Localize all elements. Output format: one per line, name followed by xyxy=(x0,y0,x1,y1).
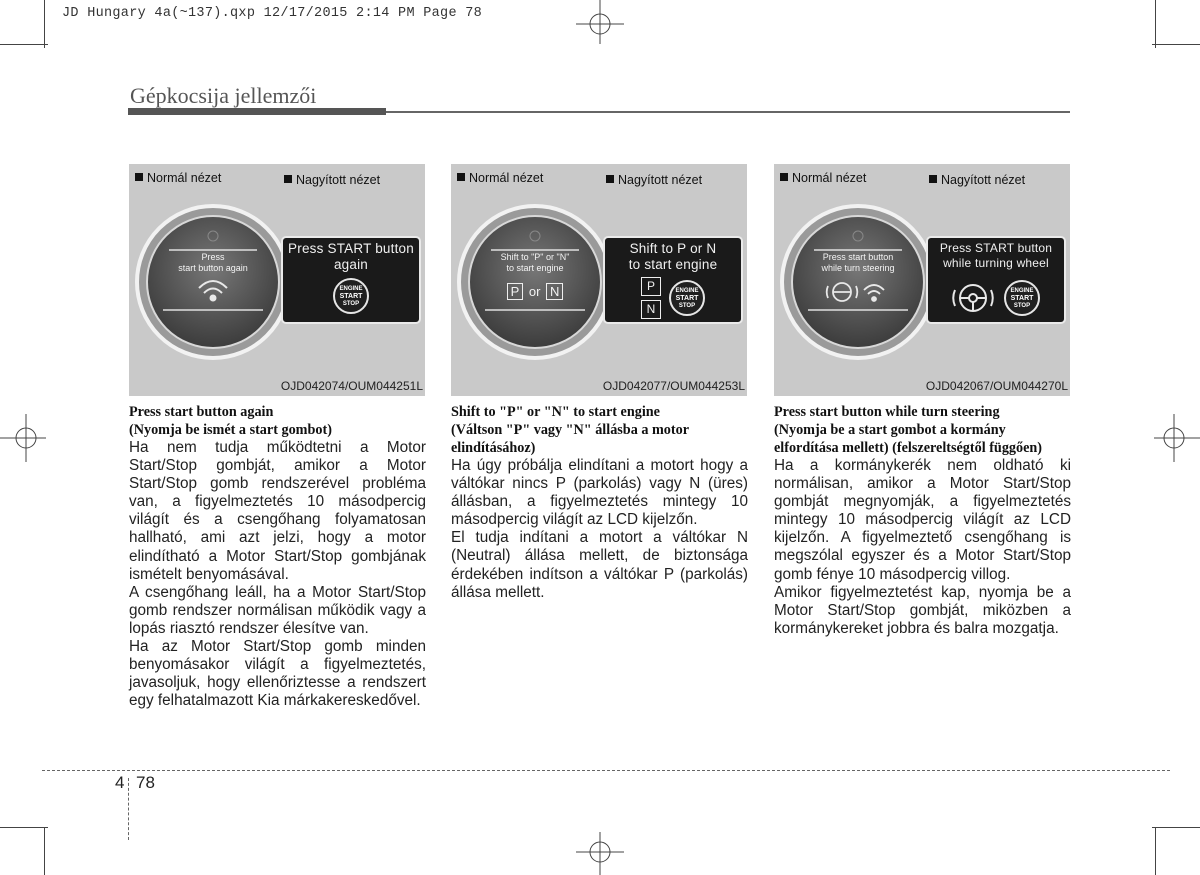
crop-mark xyxy=(1155,0,1156,48)
body-text xyxy=(451,457,748,602)
body-text xyxy=(129,439,426,710)
start-stop-button-icon xyxy=(669,280,705,316)
gauge-message: Press start button while turn steering xyxy=(821,252,895,273)
button-text-start: START xyxy=(1010,295,1034,302)
button-text-start: START xyxy=(675,295,699,302)
crop-mark xyxy=(44,827,45,875)
print-slug: JD Hungary 4a(~137).qxp 12/17/2015 2:14 PM Page 78 xyxy=(62,6,483,21)
figure-code: OJD042077/OUM044253L xyxy=(602,379,745,393)
gear-n-icon: N xyxy=(546,283,563,300)
gear-or-text: or xyxy=(528,284,541,299)
gauge-message: Press start button again xyxy=(178,252,248,273)
figure-2 xyxy=(451,164,747,396)
heading-english: Press start button again xyxy=(129,404,274,420)
button-text-engine: ENGINE xyxy=(675,288,699,294)
gear-n-icon: N xyxy=(641,300,661,319)
square-bullet-icon xyxy=(284,175,292,183)
subsection-heading xyxy=(774,403,1071,457)
header-rule-dark xyxy=(128,108,386,115)
gauge-message: Shift to "P" or "N" to start engine xyxy=(500,252,570,273)
lcd-zoom-display xyxy=(603,236,743,324)
figure-code: OJD042074/OUM044251L xyxy=(280,379,423,393)
paragraph: Ha nem tudja működtetni a Motor Start/Stop gombját, amikor a Motor Start/Stop gomb rendszerével probléma van, a figyelmeztetés 10 másodpercig világít és a csengőhang folyamatosan hallható, ami azt jelzi, hogy a motor elindítható a Motor Start/Stop gombjának ismételt benyomásával. xyxy=(129,439,426,583)
subsection-heading xyxy=(129,403,426,439)
footer-rule xyxy=(42,770,1170,771)
lcd-zoom-display xyxy=(926,236,1066,324)
text-column-2 xyxy=(451,403,748,602)
start-stop-button-icon xyxy=(333,278,369,314)
gauge-cluster-icon xyxy=(778,202,938,362)
gauge-gear-indicator xyxy=(497,283,573,300)
button-text-engine: ENGINE xyxy=(339,286,363,292)
button-text-start: START xyxy=(339,293,363,300)
start-stop-button-icon xyxy=(1004,280,1040,316)
figure-1 xyxy=(129,164,425,396)
heading-english: Press start button while turn steering xyxy=(774,404,1000,420)
button-text-engine: ENGINE xyxy=(1010,288,1034,294)
square-bullet-icon xyxy=(606,175,614,183)
registration-mark xyxy=(0,410,46,466)
figure-code: OJD042067/OUM044270L xyxy=(925,379,1068,393)
crop-mark xyxy=(0,44,48,45)
subsection-heading xyxy=(451,403,748,457)
header-rule xyxy=(386,111,1070,113)
registration-mark xyxy=(572,0,628,44)
registration-mark xyxy=(1154,410,1200,466)
lcd-zoom-display xyxy=(281,236,421,324)
steering-wheel-icon xyxy=(950,276,996,320)
heading-english: Shift to "P" or "N" to start engine xyxy=(451,404,660,420)
crop-mark xyxy=(1152,44,1200,45)
paragraph: Ha a kormánykerék nem oldható ki normálisan, amikor a Motor Start/Stop gombját megnyomják, a figyelmeztetés mintegy 10 másodpercig világít az LCD kijelzőn. A figyelmeztető csengőhang is megszólal egyszer és a Motor Start/Stop gomb fénye 10 másodpercig villog. xyxy=(774,457,1071,583)
gauge-cluster-icon xyxy=(133,202,293,362)
gear-p-icon: P xyxy=(641,277,661,296)
zoom-view-label: Nagyított nézet xyxy=(929,173,1025,187)
heading-hungarian: (Váltson "P" vagy "N" állásba a motor elindításához) xyxy=(451,422,689,456)
paragraph: A csengőhang leáll, ha a Motor Start/Stop gomb rendszer normálisan működik vagy a lopás riasztó rendszer élesítve van. xyxy=(129,583,426,637)
normal-view-label: Normál nézet xyxy=(135,171,221,185)
button-text-stop: STOP xyxy=(342,301,360,307)
square-bullet-icon xyxy=(780,173,788,181)
zoom-view-label: Nagyított nézet xyxy=(284,173,380,187)
paragraph: Amikor figyelmeztetést kap, nyomja be a Motor Start/Stop gombját, miközben a kormánykereket jobbra és balra mozgatja. xyxy=(774,583,1071,637)
page-number: 78 xyxy=(136,773,155,792)
paragraph: El tudja indítani a motort a váltókar N (Neutral) állása mellett, de biztonsága érdekében indítson a váltókar P (parkolás) állása mellett. xyxy=(451,529,748,601)
crop-mark xyxy=(0,827,48,828)
paragraph: Ha úgy próbálja elindítani a motort hogy a váltókar nincs P (parkolás) vagy N (üres) állásban, a figyelmeztetés mintegy 10 másodpercig világít az LCD kijelzőn. xyxy=(451,457,748,529)
button-text-stop: STOP xyxy=(678,303,696,309)
square-bullet-icon xyxy=(457,173,465,181)
crop-mark xyxy=(1155,827,1156,875)
heading-hungarian: (Nyomja be a start gombot a kormány elfordítása mellett) (felszereltségtől függően) xyxy=(774,422,1043,456)
gear-p-icon: P xyxy=(507,283,524,300)
crop-mark xyxy=(44,0,45,48)
square-bullet-icon xyxy=(929,175,937,183)
figure-3 xyxy=(774,164,1070,396)
section-title: Gépkocsija jellemzői xyxy=(130,83,317,108)
normal-view-label: Normál nézet xyxy=(780,171,866,185)
text-column-1 xyxy=(129,403,426,710)
text-column-3 xyxy=(774,403,1071,638)
lcd-message: Press START button while turning wheel xyxy=(939,241,1053,270)
heading-hungarian: (Nyomja be ismét a start gombot) xyxy=(129,422,332,438)
normal-view-label: Normál nézet xyxy=(457,171,543,185)
button-text-stop: STOP xyxy=(1013,303,1031,309)
zoom-view-label: Nagyított nézet xyxy=(606,173,702,187)
body-text xyxy=(774,457,1071,638)
lcd-message: Press START button again xyxy=(288,241,414,272)
paragraph: Ha az Motor Start/Stop gomb minden benyomásakor világít a figyelmeztetés, javasoljuk, hogy ellenőriztesse a rendszert egy felhatalmazott Kia márkakereskedővel. xyxy=(129,638,426,710)
lcd-message: Shift to P or N to start engine xyxy=(628,241,718,272)
square-bullet-icon xyxy=(135,173,143,181)
chapter-number: 4 xyxy=(115,773,125,792)
registration-mark xyxy=(572,832,628,875)
footer-divider xyxy=(128,778,129,840)
gauge-cluster-icon xyxy=(455,202,615,362)
crop-mark xyxy=(1152,827,1200,828)
